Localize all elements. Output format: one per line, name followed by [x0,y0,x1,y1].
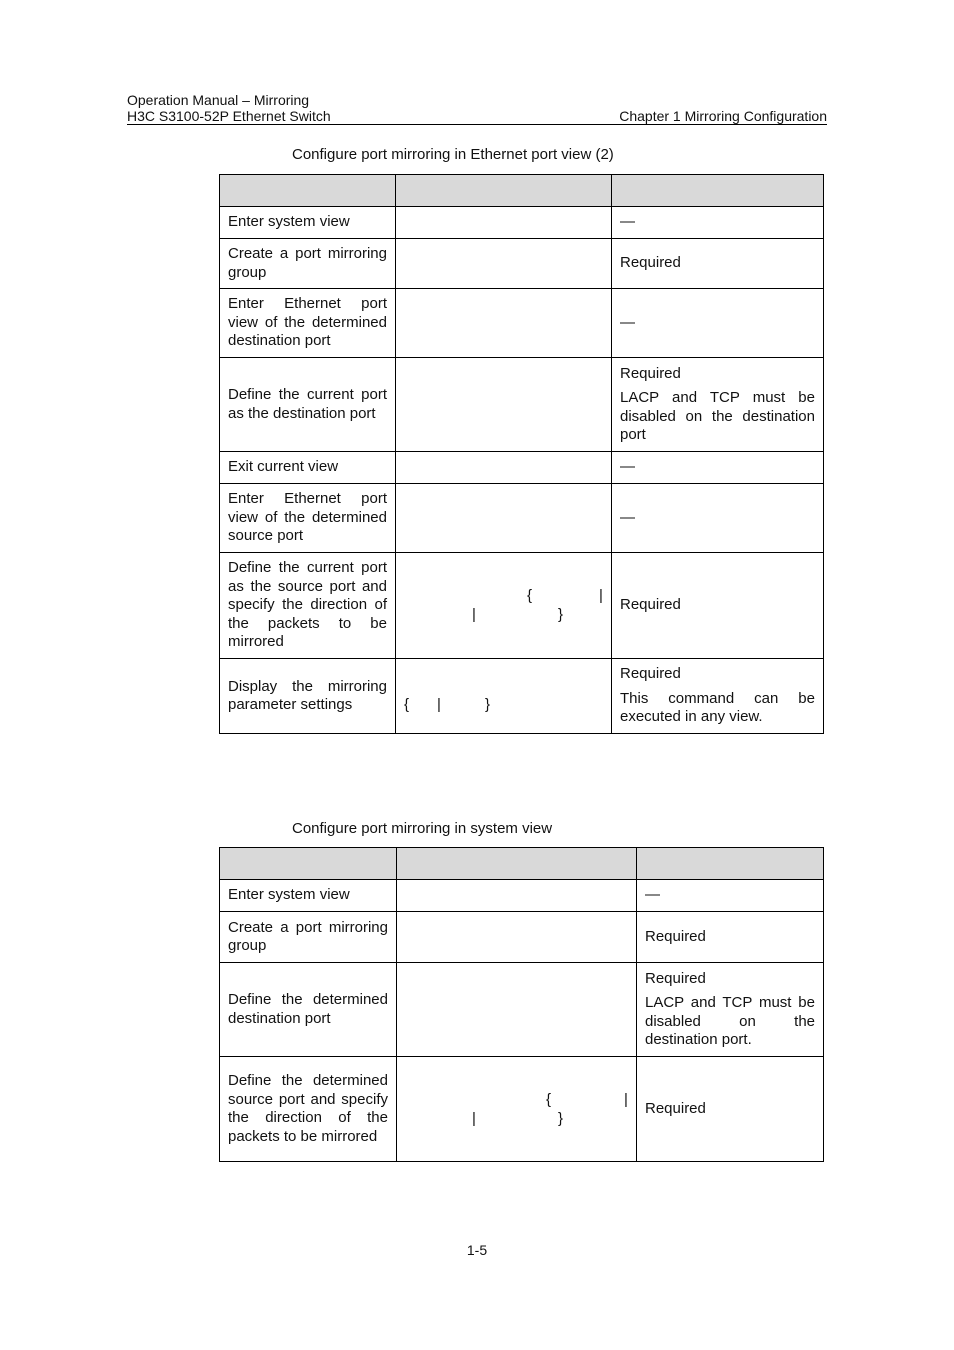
table2-header-operation [220,848,397,880]
remarks-text: Required [620,364,681,382]
remarks-cell [637,963,824,1057]
table-row [220,880,824,912]
command-cell [396,659,612,734]
remarks-cell: — [637,880,824,912]
remarks-cell [612,659,824,734]
command-cell [396,553,612,659]
command-syntax [405,1091,628,1128]
table1-header-command [396,175,612,207]
syntax-separator: | [599,587,603,604]
table1-header-row [220,175,824,207]
remarks-cell: Required [612,239,824,289]
operation-cell: Define the determined source port and specify the direction of the packets to be mirrored [220,1057,397,1162]
table-row [220,1057,824,1162]
operation-cell: Display the mirroring parameter settings [220,659,396,734]
command-cell [397,880,637,912]
remarks-note: LACP and TCP must be disabled on the destination port. [645,994,815,1048]
table-row [220,484,824,553]
header-product-name: H3C S3100-52P Ethernet Switch [127,108,331,124]
command-cell [396,358,612,452]
command-cell [396,452,612,484]
operation-cell: Enter system view [220,880,397,912]
table-row [220,358,824,452]
syntax-separator: | [624,1090,628,1108]
remarks-note: LACP and TCP must be disabled on the destination port [620,389,815,443]
syntax-separator: | [437,696,441,713]
command-cell [397,963,637,1057]
operation-cell: Define the current port as the destination port [220,358,396,452]
table1-caption: Configure port mirroring in Ethernet port view (2) [292,146,614,163]
syntax-left-brace: { [527,587,533,604]
syntax-separator: | [472,1109,476,1127]
page-number: 1-5 [466,1242,488,1258]
remarks-cell: Required [637,1057,824,1162]
header-rule [127,124,827,125]
remarks-cell: Required [612,553,824,659]
remarks-cell: — [612,484,824,553]
command-syntax [404,587,603,624]
table2-caption: Configure port mirroring in system view [292,820,553,837]
table2-header-remarks [637,848,824,880]
remarks-cell [612,358,824,452]
remarks-cell: — [612,452,824,484]
remarks-text: Required [620,665,681,683]
operation-cell: Create a port mirroring group [220,239,396,289]
remarks-cell: Required [637,912,824,963]
operation-cell: Exit current view [220,452,396,484]
remarks-text: Required [645,969,706,987]
operation-cell: Enter system view [220,207,396,239]
command-cell [397,1057,637,1162]
table-row [220,452,824,484]
table-row [220,239,824,289]
operation-cell: Define the current port as the source port and specify the direction of the packets to be mirrored [220,553,396,659]
command-cell [396,239,612,289]
table-row [220,289,824,358]
table-row [220,963,824,1057]
command-cell [396,207,612,239]
table-row [220,659,824,734]
table2 [219,847,824,1162]
table-row [220,207,824,239]
table1 [219,174,824,734]
syntax-right-brace: } [485,696,491,713]
command-cell [396,484,612,553]
syntax-left-brace: { [546,1090,552,1108]
remarks-note: This command can be executed in any view. [620,689,815,726]
remarks-cell: — [612,289,824,358]
syntax-separator: | [472,606,476,623]
operation-cell: Enter Ethernet port view of the determined source port [220,484,396,553]
command-syntax [404,696,603,714]
operation-cell: Enter Ethernet port view of the determined destination port [220,289,396,358]
header-manual-title: Operation Manual – Mirroring [127,92,310,108]
table-row [220,912,824,963]
header-chapter: Chapter 1 Mirroring Configuration [619,108,827,124]
table1-header-operation [220,175,396,207]
table-row [220,553,824,659]
command-cell [396,289,612,358]
remarks-cell: — [612,207,824,239]
operation-cell: Define the determined destination port [220,963,397,1057]
operation-cell: Create a port mirroring group [220,912,397,963]
table2-header-row [220,848,824,880]
syntax-right-brace: } [558,1109,564,1127]
syntax-left-brace: { [404,696,410,713]
syntax-right-brace: } [558,606,564,623]
command-cell [397,912,637,963]
table2-header-command [397,848,637,880]
table1-header-remarks [612,175,824,207]
